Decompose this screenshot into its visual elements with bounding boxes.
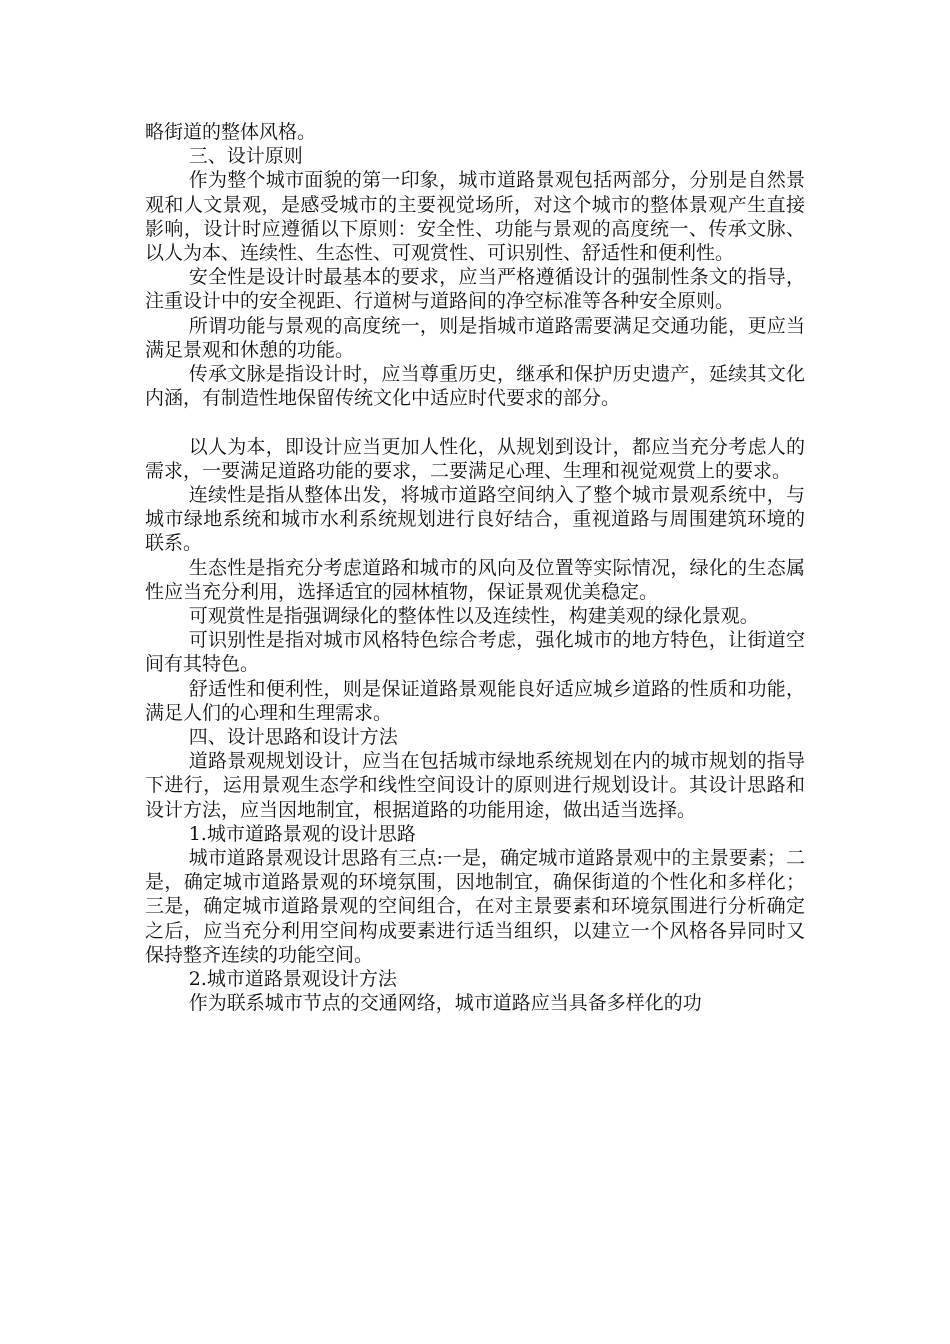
paragraph: 传承文脉是指设计时，应当尊重历史，继承和保护历史遗产，延续其文化内涵，有制造性地保留传统文化中适应时代要求的部分。 (145, 363, 805, 410)
paragraph: 连续性是指从整体出发，将城市道路空间纳入了整个城市景观系统中，与城市绿地系统和城市水利系统规划进行良好结合，重视道路与周围建筑环境的联系。 (145, 484, 805, 555)
paragraph: 安全性是设计时最基本的要求，应当严格遵循设计的强制性条文的指导，注重设计中的安全视距、行道树与道路间的净空标准等各种安全原则。 (145, 266, 805, 313)
paragraph: 作为联系城市节点的交通网络，城市道路应当具备多样化的功 (188, 992, 702, 1015)
paragraph: 作为整个城市面貌的第一印象，城市道路景观包括两部分，分别是自然景观和人文景观，是感受城市的主要视觉场所，对这个城市的整体景观产生直接影响，设计时应遵循以下原则：安全性、功能与景观的高度统一、传承文脉、以人为本、连续性、生态性、可观赏性、可识别性、舒适性和便利性。 (145, 169, 805, 265)
paragraph: 道路景观规划设计，应当在包括城市绿地系统规划在内的城市规划的指导下进行，运用景观生态学和线性空间设计的原则进行规划设计。其设计思路和设计方法，应当因地制宜，根据道路的功能用途，做出适当选择。 (145, 750, 805, 821)
paragraph: 可观赏性是指强调绿化的整体性以及连续性，构建美观的绿化景观。 (188, 605, 759, 628)
document-body (145, 120, 805, 1016)
subheading-design-methods: 2.城市道路景观设计方法 (188, 968, 397, 991)
paragraph: 所谓功能与景观的高度统一，则是指城市道路需要满足交通功能，更应当满足景观和休憩的功能。 (145, 314, 805, 361)
paragraph: 生态性是指充分考虑道路和城市的风向及位置等实际情况，绿化的生态属性应当充分利用，选择适宜的园林植物，保证景观优美稳定。 (145, 556, 805, 603)
paragraph: 舒适性和便利性，则是保证道路景观能良好适应城乡道路的性质和功能，满足人们的心理和生理需求。 (145, 677, 805, 724)
paragraph: 可识别性是指对城市风格特色综合考虑，强化城市的地方特色，让街道空间有其特色。 (145, 629, 805, 676)
subheading-design-ideas: 1.城市道路景观的设计思路 (188, 822, 416, 845)
section-heading-design-ideas-methods: 四、设计思路和设计方法 (188, 726, 398, 749)
paragraph: 以人为本，即设计应当更加人性化，从规划到设计，都应当充分考虑人的需求，一要满足道路功能的要求，二要满足心理、生理和视觉观赏上的要求。 (145, 435, 805, 482)
paragraph: 城市道路景观设计思路有三点:一是，确定城市道路景观中的主景要素；二是，确定城市道路景观的环境氛围，因地制宜，确保街道的个性化和多样化；三是，确定城市道路景观的空间组合，在对主景要素和环境氛围进行分析确定之后，应当充分利用空间构成要素进行适当组织，以建立一个风格各异同时又保持整齐连续的功能空间。 (145, 847, 805, 966)
paragraph-continuation: 略街道的整体风格。 (145, 121, 317, 143)
section-heading-design-principles: 三、设计原则 (188, 145, 303, 168)
